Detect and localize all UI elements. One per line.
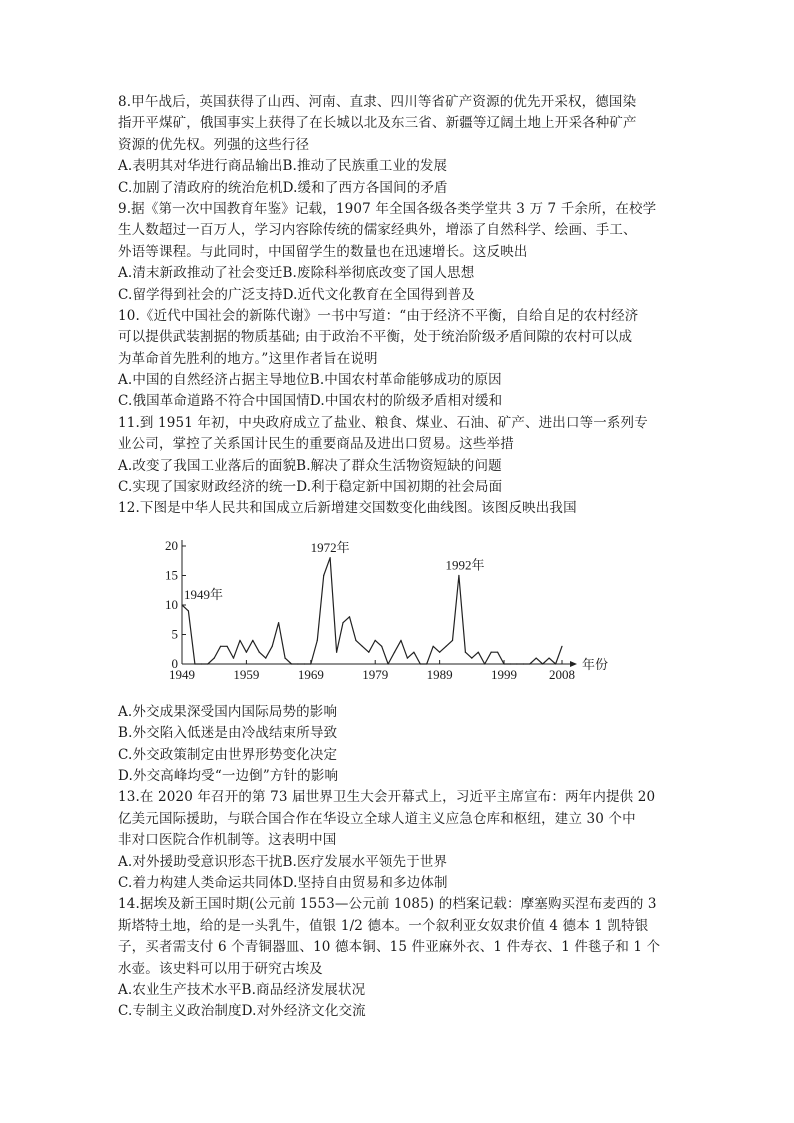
data-point	[194, 663, 195, 664]
data-point	[259, 651, 260, 652]
x-tick-label: 1999	[491, 666, 518, 682]
data-point	[233, 657, 234, 658]
data-point	[181, 604, 182, 605]
option-line: D.外交高峰均受“一边倒”方针的影响	[118, 767, 339, 784]
x-tick-label: 1979	[362, 666, 389, 682]
data-point	[523, 663, 524, 664]
question-stem-line: 业公司，掌控了关系国计民生的重要商品及进出口贸易。这些举措	[118, 436, 514, 453]
data-point	[491, 651, 492, 652]
option-line: C.俄国革命道路不符合中国国情D.中国农村的阶级矛盾相对缓和	[118, 393, 503, 410]
peak-annotation: 1992年	[445, 557, 485, 573]
x-axis-label: 年份	[582, 656, 609, 672]
data-point	[336, 651, 337, 652]
option-line: A.表明其对华进行商品输出B.推动了民族重工业的发展	[118, 158, 448, 175]
option-line: A.改变了我国工业落后的面貌B.解决了群众生活物资短缺的问题	[118, 457, 502, 474]
question-stem-line: 非对口医院合作机制等。这表明中国	[118, 832, 337, 849]
data-point	[317, 640, 318, 641]
question-stem-line: 可以提供武装割据的物质基础; 由于政治不平衡，处于统治阶级矛盾间隙的农村可以成	[118, 329, 633, 346]
data-point	[330, 557, 331, 558]
question-stem-line: 子，买者需支付 6 个青铜器皿、10 德本铜、15 件亚麻外衣、1 件寿衣、1 件毯子和 1 个	[118, 939, 661, 956]
peak-annotation: 1972年	[310, 539, 350, 555]
question-stem-line: 水壶。该史料可以用于研究古埃及	[118, 960, 323, 977]
data-point	[388, 663, 389, 664]
option-line: B.外交陷入低迷是由冷战结束所导致	[118, 725, 338, 742]
y-tick-label: 15	[165, 567, 178, 583]
x-tick-label: 1959	[233, 666, 260, 682]
option-line: C.加剧了清政府的统治危机D.缓和了西方各国间的矛盾	[118, 179, 448, 196]
data-point	[465, 651, 466, 652]
data-point	[355, 640, 356, 641]
data-point	[555, 663, 556, 664]
question-9	[118, 199, 688, 306]
data-point	[310, 663, 311, 664]
data-point	[381, 646, 382, 647]
data-point	[445, 646, 446, 647]
question-stem-line: 13.在 2020 年召开的第 73 届世界卫生大会开幕式上，习近平主席宣布：两年内提供 20	[118, 789, 656, 806]
question-stem-line: 为革命首先胜利的地方。”这里作者旨在说明	[118, 350, 378, 367]
data-point	[188, 610, 189, 611]
data-point	[400, 640, 401, 641]
data-point	[272, 646, 273, 647]
data-point	[226, 646, 227, 647]
question-stem-line: 9.据《第一次中国教育年鉴》记载，1907 年全国各级各类学堂共 3 万 7 千余所，在校学	[118, 200, 657, 217]
data-point	[458, 575, 459, 576]
question-11	[118, 413, 688, 499]
y-tick-label: 10	[165, 596, 178, 612]
data-point	[368, 651, 369, 652]
data-point	[471, 657, 472, 658]
line-chart	[166, 534, 636, 694]
x-tick-label: 1969	[297, 666, 324, 682]
data-point	[252, 640, 253, 641]
data-point	[426, 663, 427, 664]
series-line	[182, 558, 562, 664]
option-line: C.着力构建人类命运共同体D.坚持自由贸易和多边体制	[118, 874, 448, 891]
option-line: C.留学得到社会的广泛支持D.近代文化教育在全国得到普及	[118, 286, 475, 303]
data-point	[362, 646, 363, 647]
question-stem-line: 亿美元国际援助，与联合国合作在华设立全球人道主义应急仓库和枢纽，建立 30 个中	[118, 810, 636, 827]
data-point	[542, 663, 543, 664]
data-point	[201, 663, 202, 664]
question-stem-line: 生人数超过一百万人，学习内容除传统的儒家经典外，增添了自然科学、绘画、手工、	[118, 222, 637, 239]
question-stem-line: 14.据埃及新王国时期(公元前 1553—公元前 1085) 的档案记载：摩塞购买涅布麦西的 3	[118, 896, 657, 913]
data-point	[536, 657, 537, 658]
data-point	[510, 663, 511, 664]
data-point	[375, 640, 376, 641]
option-line: A.农业生产技术水平B.商品经济发展状况	[118, 981, 366, 998]
question-stem-line: 斯塔特土地，给的是一头乳牛，值银 1/2 德本。一个叙利亚女奴隶价值 4 德本 1 凯特银	[118, 917, 649, 934]
data-point	[239, 640, 240, 641]
question-stem-line: 外语等课程。与此同时，中国留学生的数量也在迅速增长。这反映出	[118, 243, 528, 260]
data-point	[394, 651, 395, 652]
data-point	[516, 663, 517, 664]
question-stem-line: 资源的优先权。列强的这些行径	[118, 136, 310, 153]
question-stem-line: 12.下图是中华人民共和国成立后新增建交国数变化曲线图。该图反映出我国	[118, 500, 577, 517]
data-point	[297, 663, 298, 664]
data-point	[342, 622, 343, 623]
question-13	[118, 787, 688, 894]
data-point	[214, 657, 215, 658]
question-stem-line: 指开平煤矿，俄国事实上获得了在长城以北及东三省、新疆等辽阔土地上开采各种矿产	[118, 115, 637, 132]
data-point	[529, 663, 530, 664]
option-line: C.外交政策制定由世界形势变化决定	[118, 746, 338, 763]
data-point	[265, 657, 266, 658]
question-8	[118, 92, 688, 199]
peak-annotation: 1949年	[184, 586, 224, 602]
question-stem-line: 10.《近代中国社会的新陈代谢》一书中写道：“由于经济不平衡，自给自足的农村经济	[118, 307, 639, 324]
diplomatic-relations-chart	[166, 534, 636, 694]
data-point	[561, 646, 562, 647]
data-point	[439, 651, 440, 652]
data-point	[420, 663, 421, 664]
data-point	[503, 663, 504, 664]
data-point	[413, 651, 414, 652]
option-line: C.专制主义政治制度D.对外经济文化交流	[118, 1003, 366, 1020]
data-point	[278, 622, 279, 623]
data-point	[323, 575, 324, 576]
data-point	[497, 651, 498, 652]
question-14	[118, 894, 688, 1022]
y-tick-label: 0	[171, 655, 178, 671]
question-stem-line: 11.到 1951 年初，中央政府成立了盐业、粮食、煤业、石油、矿产、进出口等一系列专	[118, 414, 648, 431]
data-point	[452, 640, 453, 641]
exam-page	[118, 92, 688, 1023]
data-point	[246, 651, 247, 652]
y-tick-label: 20	[165, 537, 178, 553]
question-stem-line: 8.甲午战后，英国获得了山西、河南、直隶、四川等省矿产资源的优先开采权，德国染	[118, 94, 637, 110]
data-point	[549, 657, 550, 658]
question-12	[118, 498, 688, 787]
data-point	[349, 616, 350, 617]
data-point	[284, 657, 285, 658]
x-tick-label: 1989	[426, 666, 453, 682]
data-point	[407, 657, 408, 658]
question-10	[118, 306, 688, 413]
option-line: A.中国的自然经济占据主导地位B.中国农村革命能够成功的原因	[118, 372, 502, 389]
data-point	[207, 663, 208, 664]
y-tick-label: 5	[171, 626, 178, 642]
option-line: A.外交成果深受国内国际局势的影响	[118, 703, 338, 720]
data-point	[304, 663, 305, 664]
data-point	[291, 663, 292, 664]
data-point	[220, 646, 221, 647]
x-tick-label: 2008	[549, 666, 575, 682]
x-tick-label: 1949	[169, 666, 195, 682]
option-line: C.实现了国家财政经济的统一D.利于稳定新中国初期的社会局面	[118, 479, 503, 496]
data-point	[484, 663, 485, 664]
data-point	[433, 646, 434, 647]
option-line: A.对外援助受意识形态干扰B.医疗发展水平领先于世界	[118, 853, 448, 870]
option-line: A.清末新政推动了社会变迁B.废除科举彻底改变了国人思想	[118, 265, 475, 282]
data-point	[478, 651, 479, 652]
